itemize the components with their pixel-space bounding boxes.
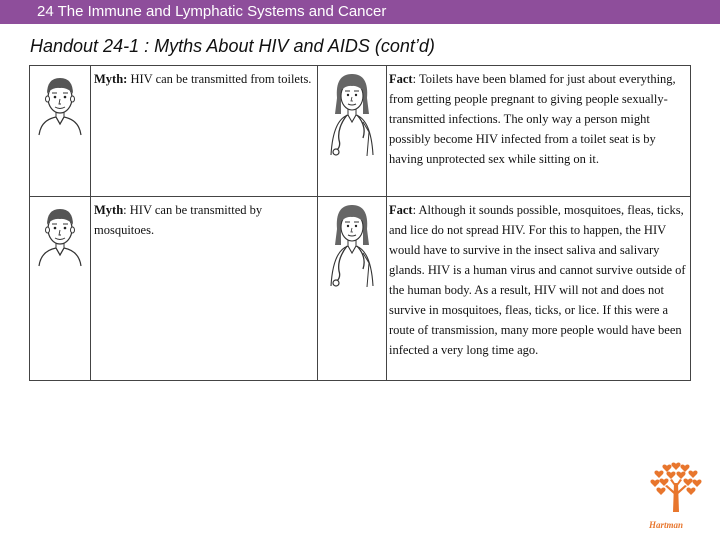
myth-cell xyxy=(91,66,318,197)
page-title: Handout 24-1 : Myths About HIV and AIDS (cont’d) xyxy=(30,36,435,56)
myths-table xyxy=(29,65,691,381)
male-face-cell xyxy=(30,197,91,381)
fact-label: Fact xyxy=(389,203,413,217)
myth-label: Myth: xyxy=(94,72,128,86)
table-row xyxy=(30,197,691,381)
header-title: 24 The Immune and Lymphatic Systems and Cancer xyxy=(37,3,387,20)
nurse-face-icon xyxy=(323,68,381,156)
hartman-logo-text: Hartman xyxy=(649,520,684,530)
myth-text: : HIV can be transmitted by mosquitoes. xyxy=(94,203,263,237)
fact-text: : Although it sounds possible, mosquitoes, fleas, ticks, and lice do not spread HIV. For this to happen, the HIV would have to survive in the insect saliva and salivary glands. HIV is a human virus and cannot survive outside of the human body. As a result, HIV will not and does not survive in mosquitoes, fleas, ticks, or lice. If this were a route of transmission, many more people would have been infected a very long time ago. xyxy=(389,203,686,357)
myth-cell xyxy=(91,197,318,381)
male-face-icon xyxy=(35,72,85,136)
male-face-cell xyxy=(30,66,91,197)
fact-cell xyxy=(387,197,691,381)
male-face-icon xyxy=(35,203,85,267)
table-row xyxy=(30,66,691,197)
header-bar xyxy=(0,0,720,24)
female-face-cell xyxy=(318,197,387,381)
fact-text: : Toilets have been blamed for just about everything, from getting people pregnant to giving people sexually-transmitted infections. The only way a person might possibly become HIV infected from a toilet seat is by having unprotected sex while sitting on it. xyxy=(389,72,676,166)
fact-label: Fact xyxy=(389,72,413,86)
fact-cell xyxy=(387,66,691,197)
myth-label: Myth xyxy=(94,203,124,217)
myth-text: HIV can be transmitted from toilets. xyxy=(127,72,312,86)
nurse-face-icon xyxy=(323,199,381,287)
hartman-logo-icon xyxy=(645,458,707,520)
female-face-cell xyxy=(318,66,387,197)
